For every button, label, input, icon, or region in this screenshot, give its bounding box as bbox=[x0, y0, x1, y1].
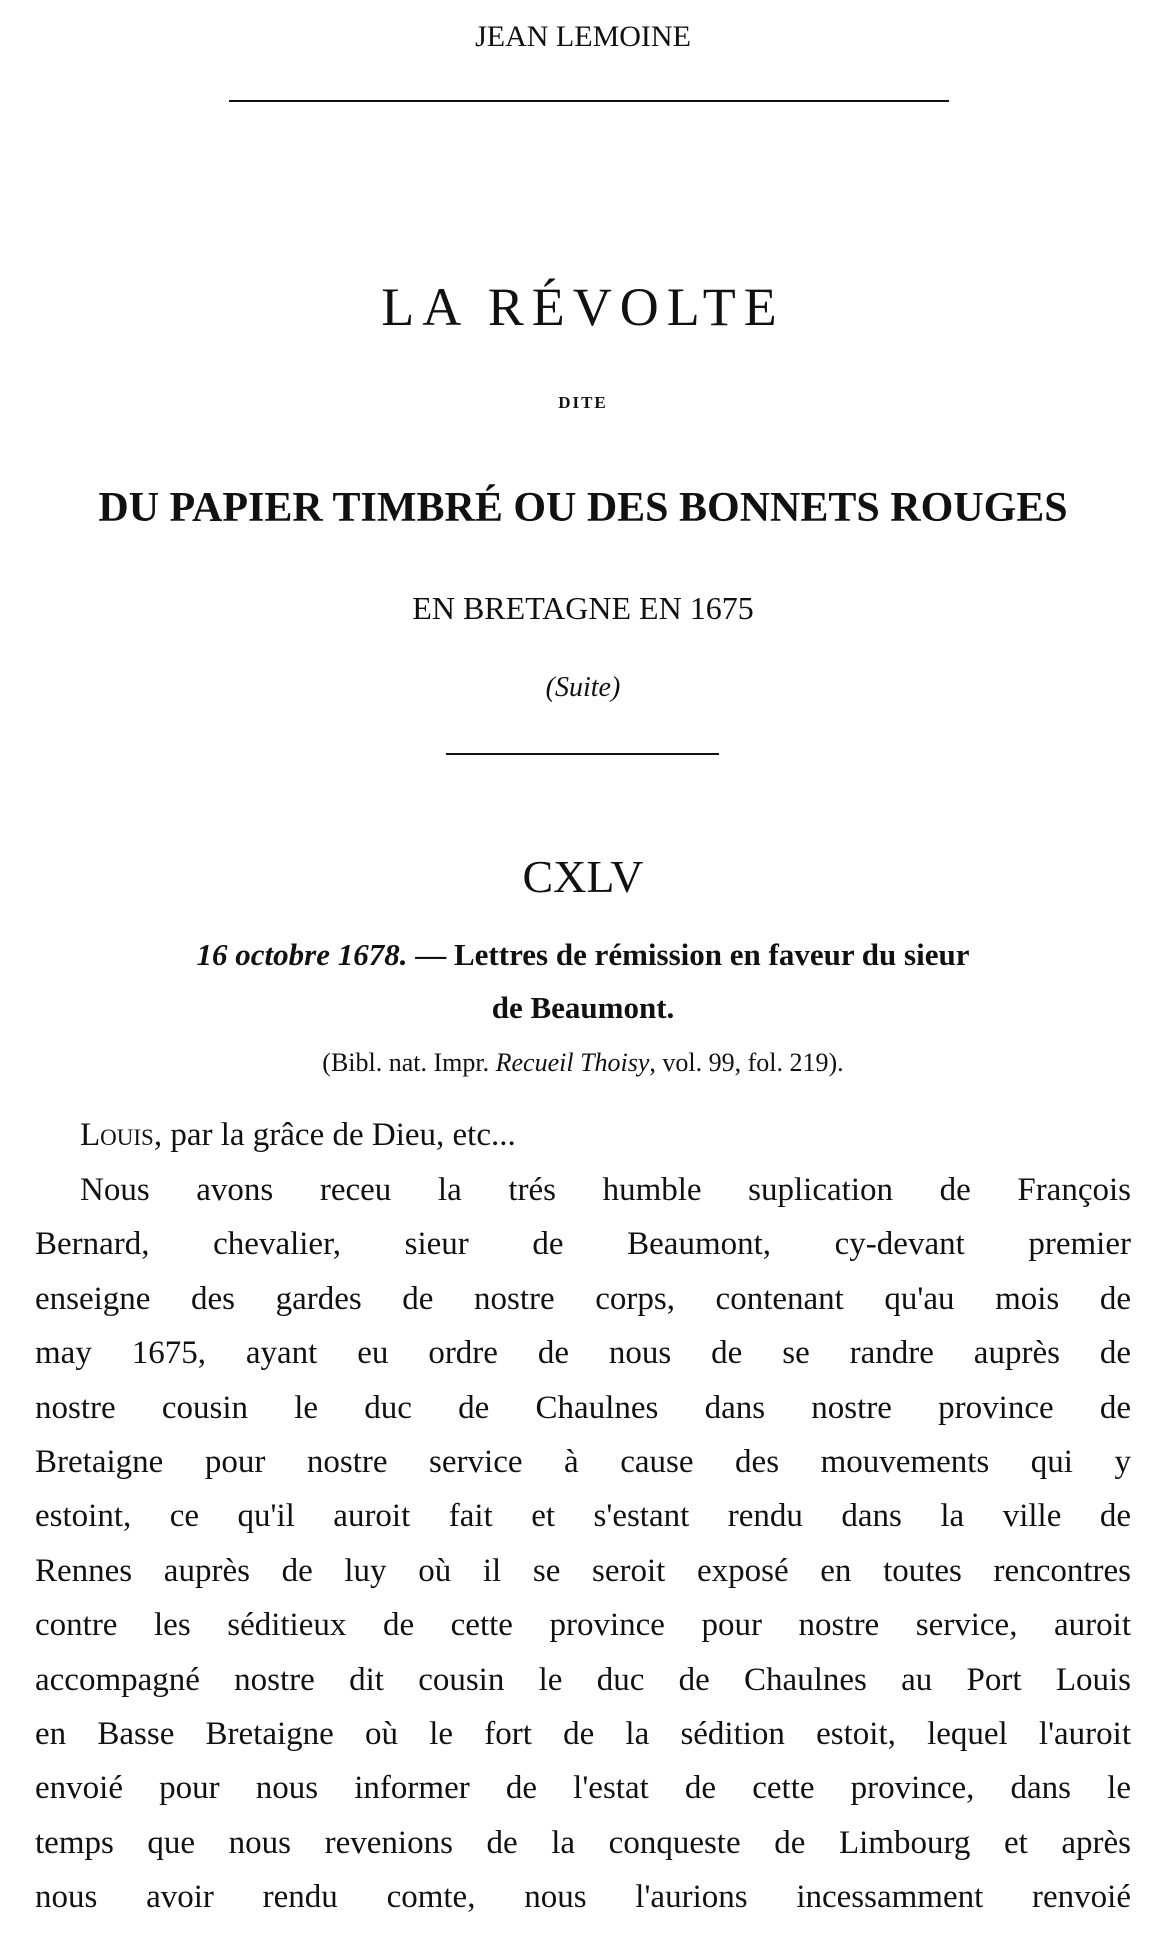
body-first-rest: , par la grâce de Dieu, etc... bbox=[153, 1117, 516, 1153]
main-title-text: DU PAPIER TIMBRÉ OU DES BONNETS ROUGES bbox=[98, 485, 1068, 531]
section-heading-2 bbox=[0, 988, 1166, 1028]
citation bbox=[0, 1046, 1166, 1080]
body-line: contre les séditieux de cette province pour nostre service, auroit bbox=[35, 1607, 1131, 1644]
body-line-first bbox=[35, 1113, 1131, 1157]
title-suite-text: (Suite) bbox=[545, 672, 621, 703]
section-heading bbox=[0, 935, 1166, 975]
title-rule bbox=[446, 753, 719, 755]
body-line: Bretaigne pour nostre service à cause des mouvements qui y bbox=[35, 1444, 1131, 1480]
citation-prefix: (Bibl. nat. Impr. bbox=[322, 1048, 496, 1077]
citation-title: Recueil Thoisy bbox=[495, 1048, 650, 1077]
body-line: Nous avons receu la trés humble suplication de François bbox=[80, 1172, 1131, 1208]
body-line: Rennes auprès de luy où il se seroit exposé en toutes rencontres bbox=[35, 1552, 1131, 1589]
section-heading-text: Lettres de rémission en faveur du sieur bbox=[453, 937, 970, 972]
body-line: envoié pour nous informer de l'estat de cette province, dans le bbox=[35, 1770, 1131, 1807]
running-head bbox=[0, 18, 1166, 56]
body-line: Bernard, chevalier, sieur de Beaumont, cy-devant premier bbox=[35, 1226, 1131, 1263]
citation-text bbox=[322, 1048, 843, 1077]
header-rule bbox=[229, 100, 949, 102]
body-line: estoint, ce qu'il auroit fait et s'estant rendu dans la ville de bbox=[35, 1498, 1131, 1535]
body-first-word: Louis bbox=[80, 1117, 154, 1153]
body-line: nous avoir rendu comte, nous l'aurions incessamment renvoié bbox=[35, 1879, 1131, 1916]
section-number bbox=[0, 852, 1166, 902]
body-line: enseigne des gardes de nostre corps, contenant qu'au mois de bbox=[35, 1280, 1131, 1317]
title-line1-text: LA RÉVOLTE bbox=[381, 277, 785, 337]
citation-suffix: , vol. 99, fol. 219). bbox=[649, 1048, 844, 1077]
section-heading-line1 bbox=[197, 937, 970, 972]
section-number-text: CXLV bbox=[522, 851, 644, 902]
main-title bbox=[0, 482, 1166, 534]
title-dite-text: DITE bbox=[558, 393, 608, 412]
title-dite bbox=[0, 393, 1166, 413]
body-line: nostre cousin le duc de Chaulnes dans nostre province de bbox=[35, 1389, 1131, 1426]
section-heading-line2: de Beaumont. bbox=[491, 990, 675, 1025]
section-dash: — bbox=[407, 937, 454, 972]
title-line1 bbox=[0, 278, 1166, 336]
title-subtitle bbox=[0, 588, 1166, 628]
running-head-text: JEAN LEMOINE bbox=[475, 20, 691, 53]
title-suite bbox=[0, 672, 1166, 704]
body-line: accompagné nostre dit cousin le duc de Chaulnes au Port Louis bbox=[35, 1661, 1131, 1698]
title-subtitle-text: EN BRETAGNE EN 1675 bbox=[412, 590, 754, 626]
body-line: temps que nous revenions de la conqueste de Limbourg et après bbox=[35, 1824, 1131, 1861]
body-line: en Basse Bretaigne où le fort de la sédition estoit, lequel l'auroit bbox=[35, 1716, 1131, 1752]
section-date: 16 octobre 1678. bbox=[196, 937, 408, 972]
body-line: may 1675, ayant eu ordre de nous de se randre auprès de bbox=[35, 1335, 1131, 1372]
